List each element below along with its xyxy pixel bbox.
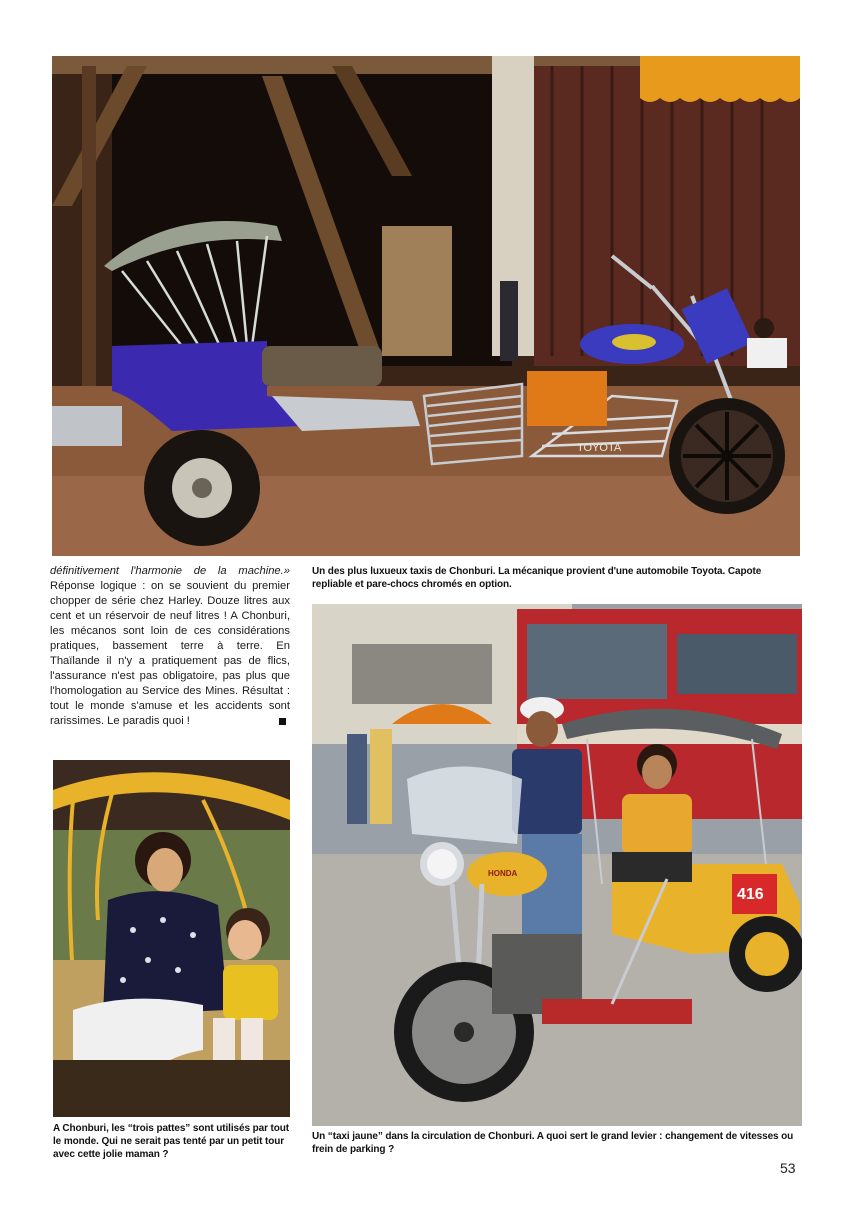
honda-tank-text: HONDA (488, 869, 518, 878)
trike-number-text: 416 (737, 886, 764, 903)
end-of-article-mark (279, 718, 286, 725)
article-paragraph: Réponse logique : on se souvient du premier chopper de série chez Harley. Douze litres aux cent et un réservoir de neuf litres ! A Chonburi, les mécanos sont loin de ces considérations pratiques, bassement terre à terre. En Thaïlande il n'y a pratiquement pas de flics, l'assurance n'est pas obligatoire, pas plus que l'homologation au Service des Mines. Résultat : tout le monde s'amuse et les accidents sont rarissimes. Le paradis quoi ! (50, 580, 290, 727)
photo-bottom-right-yellow-taxi (312, 604, 802, 1126)
photo-top-purple-trike (52, 56, 800, 556)
caption-bottom-right-photo: Un “taxi jaune” dans la circulation de Chonburi. A quoi sert le grand levier : changement de vitesses ou frein de parking ? (312, 1131, 794, 1155)
photo-bottom-left-mother-child (53, 760, 290, 1117)
toyota-plate-text: TOYOTA (577, 442, 622, 454)
page-number: 53 (780, 1160, 796, 1176)
caption-bottom-left-photo: A Chonburi, les “trois pattes” sont utilisés par tout le monde. Qui ne serait pas tenté par un petit tour avec cette jolie maman ? (53, 1123, 290, 1160)
article-lead: définitivement l'harmonie de la machine.» (50, 565, 290, 577)
article-body (50, 564, 290, 729)
caption-top-photo: Un des plus luxueux taxis de Chonburi. La mécanique provient d'une automobile Toyota. Capote repliable et pare-chocs chromés en option. (312, 566, 762, 590)
